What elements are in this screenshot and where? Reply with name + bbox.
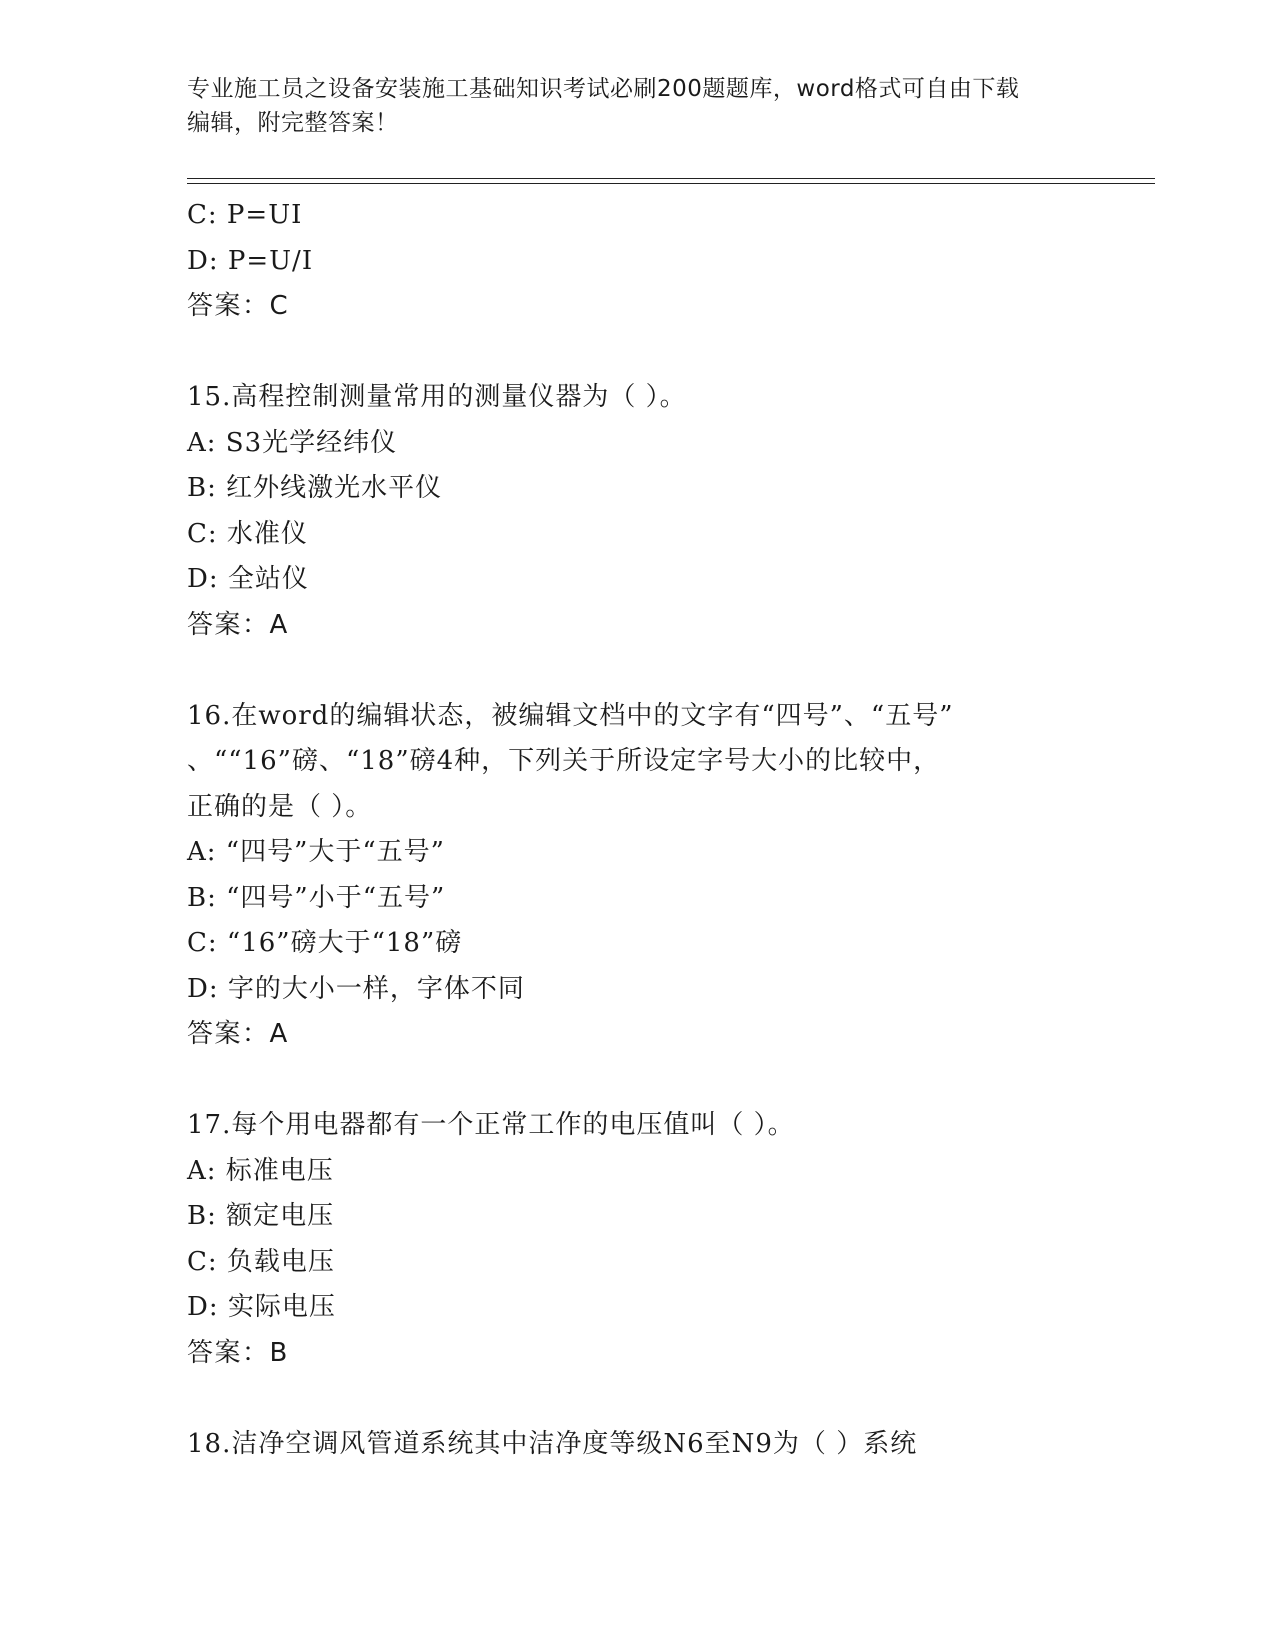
header-divider-top: [187, 178, 1155, 179]
answer-line: 答案：C: [187, 291, 290, 321]
option-b: B: 额定电压: [187, 1201, 335, 1231]
option-d: D: 实际电压: [187, 1292, 336, 1322]
question-list: [187, 193, 1087, 1467]
option-b: B: 红外线激光水平仪: [187, 473, 443, 503]
header-title-line-2: 编辑，附完整答案！: [187, 110, 399, 136]
option-c: C: “16”磅大于“18”磅: [187, 928, 463, 958]
option-d: D: 全站仪: [187, 564, 309, 594]
spacer: [187, 1058, 1087, 1104]
spacer: [187, 330, 1087, 376]
option-c: C: P=UI: [187, 200, 303, 230]
document-header: [187, 72, 1077, 140]
option-d: D: P=U/I: [187, 245, 314, 276]
spacer: [187, 1376, 1087, 1422]
option-c: C: 负载电压: [187, 1246, 335, 1277]
answer-line: 答案：B: [187, 1337, 289, 1368]
header-divider-bottom: [187, 183, 1155, 184]
question-18: [187, 1422, 1087, 1468]
option-a: A: 标准电压: [187, 1155, 334, 1186]
header-title-line-1: 专业施工员之设备安装施工基础知识考试必刷200题题库，word格式可自由下载: [187, 76, 1020, 102]
question-15: [187, 375, 1087, 648]
option-a: A: “四号”大于“五号”: [187, 837, 445, 867]
question-stem: 17.每个用电器都有一个正常工作的电压值叫（ ）。: [187, 1110, 795, 1140]
question-stem: 15.高程控制测量常用的测量仪器为（ ）。: [187, 382, 687, 412]
answer-line: 答案：A: [187, 609, 289, 640]
question-16: [187, 694, 1087, 1058]
question-stem-line-3: 正确的是（ ）。: [187, 791, 373, 822]
question-stem-line-1: 16.在word的编辑状态，被编辑文档中的文字有“四号”、“五号”: [187, 700, 954, 731]
option-a: A: S3光学经纬仪: [187, 427, 398, 458]
question-17: [187, 1103, 1087, 1376]
question-stem-line-2: 、““16”磅、“18”磅4种，下列关于所设定字号大小的比较中，: [187, 746, 941, 776]
option-c: C: 水准仪: [187, 518, 308, 549]
option-b: B: “四号”小于“五号”: [187, 882, 446, 913]
spacer: [187, 648, 1087, 694]
answer-line: 答案：A: [187, 1019, 289, 1049]
question-14-tail: [187, 193, 1087, 330]
option-d: D: 字的大小一样，字体不同: [187, 973, 525, 1004]
question-stem: 18.洁净空调风管道系统其中洁净度等级N6至N9为（ ）系统: [187, 1428, 918, 1459]
